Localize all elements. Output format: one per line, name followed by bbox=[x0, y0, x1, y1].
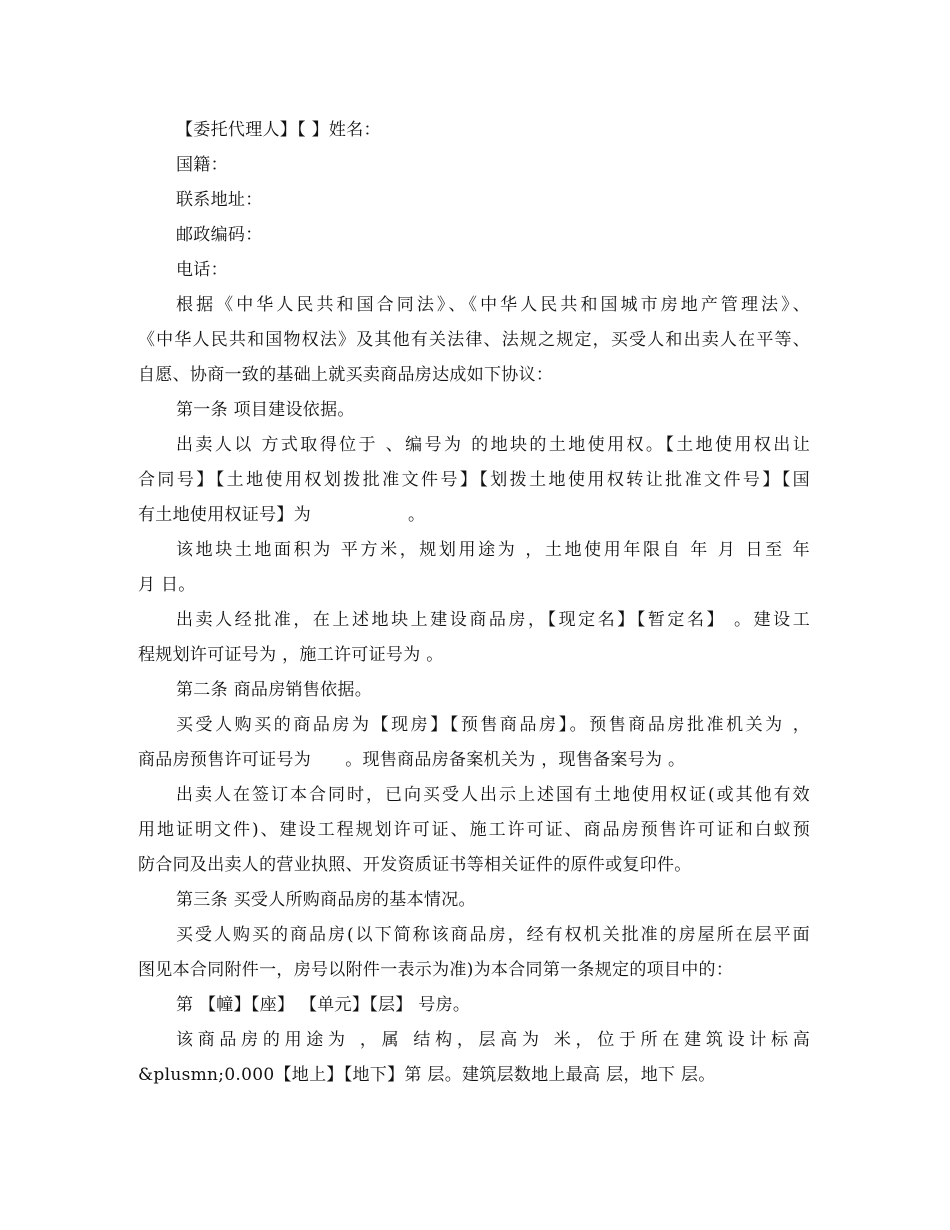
article-2-para-2-line-3: 防合同及出卖人的营业执照、开发资质证书等相关证件的原件或复印件。 bbox=[138, 855, 692, 875]
article-3-unit-line: 第 【幢】【座】 【单元】【层】 号房。 bbox=[176, 995, 471, 1015]
article-2-para-2-line-2: 用地证明文件)、建设工程规划许可证、施工许可证、商品房预售许可证和白蚁预 bbox=[138, 820, 810, 840]
article-3-para-2-line-1: 该商品房的用途为 ，属 结构，层高为 米，位于所在建筑设计标高 bbox=[176, 1030, 810, 1050]
article-3-para-2-line-2: &plusmn;0.000【地上】【地下】第 层。建筑层数地上最高 层，地下 层。 bbox=[138, 1065, 716, 1085]
article-1-para-2-line-2: 月 日。 bbox=[138, 575, 196, 595]
article-1-heading: 第一条 项目建设依据。 bbox=[176, 400, 355, 420]
article-2-para-1-line-1: 买受人购买的商品房为【现房】【预售商品房】。预售商品房批准机关为 ， bbox=[176, 715, 810, 735]
article-3-heading: 第三条 买受人所购商品房的基本情况。 bbox=[176, 890, 476, 910]
article-1-para-1-line-2: 合同号】【土地使用权划拨批准文件号】【划拨土地使用权转让批准文件号】【国 bbox=[138, 470, 810, 490]
agent-name-line: 【委托代理人】【 】姓名： bbox=[176, 120, 381, 140]
article-1-para-2-line-1: 该地块土地面积为 平方米，规划用途为 ，土地使用年限自 年 月 日至 年 bbox=[176, 540, 810, 560]
preamble-line-2: 《中华人民共和国物权法》及其他有关法律、法规之规定，买受人和出卖人在平等、 bbox=[138, 330, 810, 350]
article-2-para-1-line-2: 商品房预售许可证号为 。现售商品房备案机关为 ，现售备案号为 。 bbox=[138, 750, 686, 770]
address-line: 联系地址： bbox=[176, 190, 263, 210]
article-3-para-1-line-1: 买受人购买的商品房(以下简称该商品房，经有权机关批准的房屋所在层平面 bbox=[176, 925, 810, 945]
article-2-heading: 第二条 商品房销售依据。 bbox=[176, 680, 373, 700]
preamble-line-3: 自愿、协商一致的基础上就买卖商品房达成如下协议： bbox=[138, 365, 554, 385]
postal-code-line: 邮政编码： bbox=[176, 225, 263, 245]
article-2-para-2-line-1: 出卖人在签订本合同时，已向买受人出示上述国有土地使用权证(或其他有效 bbox=[176, 785, 810, 805]
article-3-para-1-line-2: 图见本合同附件一，房号以附件一表示为准)为本合同第一条规定的项目中的： bbox=[138, 960, 734, 980]
phone-line: 电话： bbox=[176, 260, 228, 280]
article-1-para-3-line-2: 程规划许可证号为 ，施工许可证号为 。 bbox=[138, 645, 444, 665]
article-1-para-3-line-1: 出卖人经批准，在上述地块上建设商品房，【现定名】【暂定名】 。建设工 bbox=[176, 610, 810, 630]
article-1-para-1-line-1: 出卖人以 方式取得位于 、编号为 的地块的土地使用权。【土地使用权出让 bbox=[176, 435, 810, 455]
preamble-line-1: 根据《中华人民共和国合同法》、《中华人民共和国城市房地产管理法》、 bbox=[176, 295, 810, 315]
nationality-line: 国籍： bbox=[176, 155, 228, 175]
article-1-para-1-line-3: 有土地使用权证号】为 。 bbox=[138, 505, 426, 525]
